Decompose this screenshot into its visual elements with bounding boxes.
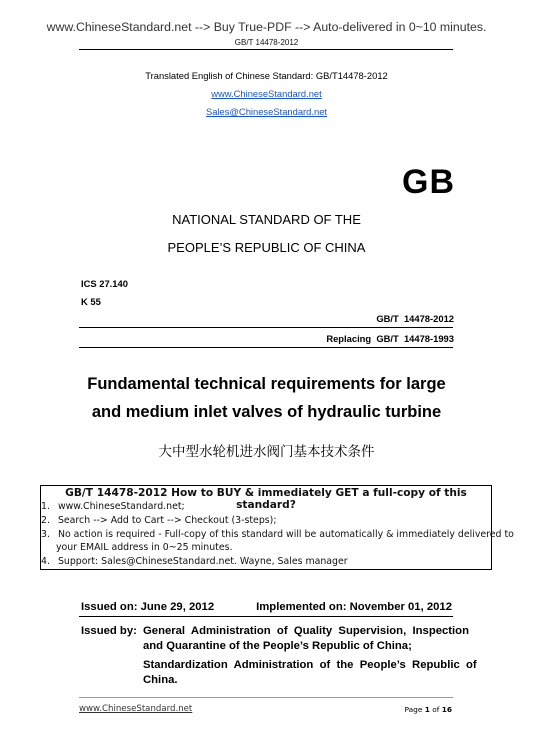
title-chinese: 大中型水轮机进水阀门基本技术条件 [158, 444, 375, 460]
title-line-1: Fundamental technical requirements for large [87, 375, 446, 393]
header-code: GB/T 14478-2012 [234, 38, 299, 47]
page-prefix: Page [404, 705, 425, 714]
page-number [404, 705, 452, 714]
issuer-1-line-1: General Administration of Quality Supervision, Inspection [143, 625, 469, 637]
std-rule-2 [79, 347, 453, 348]
footer-link-wrap [79, 704, 192, 714]
buy-item-3 [41, 529, 514, 540]
std-rule-1 [79, 327, 453, 328]
title-line-2: and medium inlet valves of hydraulic turbine [91, 403, 442, 421]
email-link-wrap [0, 106, 533, 117]
website-link[interactable]: www.ChineseStandard.net [211, 88, 322, 99]
website-link-wrap [0, 88, 533, 99]
buy-box-heading: GB/T 14478-2012 How to BUY & immediately GET a full-copy of this standard? [65, 487, 467, 511]
issuer-1-line-2: and Quarantine of the People’s Republic of China; [143, 640, 412, 652]
implemented-on: Implemented on: November 01, 2012 [256, 601, 452, 613]
page-current: 1 [424, 705, 430, 714]
header-rule [79, 49, 453, 50]
buy-item-1-text: www.ChineseStandard.net; [57, 501, 185, 512]
k-code: K 55 [81, 296, 101, 307]
header-banner[interactable]: www.ChineseStandard.net --> Buy True-PDF --> Auto-delivered in 0~10 minutes. [46, 20, 487, 34]
buy-item-1-num: 1. [41, 501, 50, 512]
issued-by-label: Issued by: [81, 625, 137, 637]
issued-on: Issued on: June 29, 2012 [81, 601, 215, 613]
translated-line: Translated English of Chinese Standard: GB/T14478-2012 [145, 70, 388, 81]
buy-item-1[interactable] [41, 501, 185, 512]
buy-item-3-cont [56, 542, 232, 553]
standard-number: GB/T 14478-2012 [376, 313, 454, 324]
page-of: of [429, 705, 442, 714]
issue-rule [79, 616, 453, 617]
replacing-standard: Replacing GB/T 14478-1993 [326, 333, 454, 344]
buy-item-4[interactable] [41, 556, 348, 567]
footer-rule [79, 697, 453, 698]
page-total: 16 [441, 705, 452, 714]
gb-logo: GB [402, 163, 455, 201]
footer-link[interactable]: www.ChineseStandard.net [79, 704, 193, 714]
buy-item-4-num: 4. [41, 556, 50, 567]
national-line-2: PEOPLE’S REPUBLIC OF CHINA [167, 240, 366, 255]
buy-item-4-text: Support: Sales@ChineseStandard.net. Wayne, Sales manager [57, 556, 348, 567]
buy-item-2-num: 2. [41, 515, 50, 526]
email-link[interactable]: Sales@ChineseStandard.net [205, 106, 328, 117]
national-line-1: NATIONAL STANDARD OF THE [172, 212, 361, 227]
buy-item-3-cont-text: your EMAIL address in 0~25 minutes. [56, 542, 233, 553]
buy-item-3-text: No action is required - Full-copy of this standard will be automatically & immediately delivered to [57, 529, 514, 540]
ics-code: ICS 27.140 [81, 278, 128, 289]
issuer-2-line-1: Standardization Administration of the People’s Republic of [143, 659, 477, 671]
buy-item-2 [41, 515, 276, 526]
buy-item-2-text: Search --> Add to Cart --> Checkout (3-steps); [57, 515, 277, 526]
buy-item-3-num: 3. [41, 529, 50, 540]
issuer-2-line-2: China. [143, 674, 178, 686]
